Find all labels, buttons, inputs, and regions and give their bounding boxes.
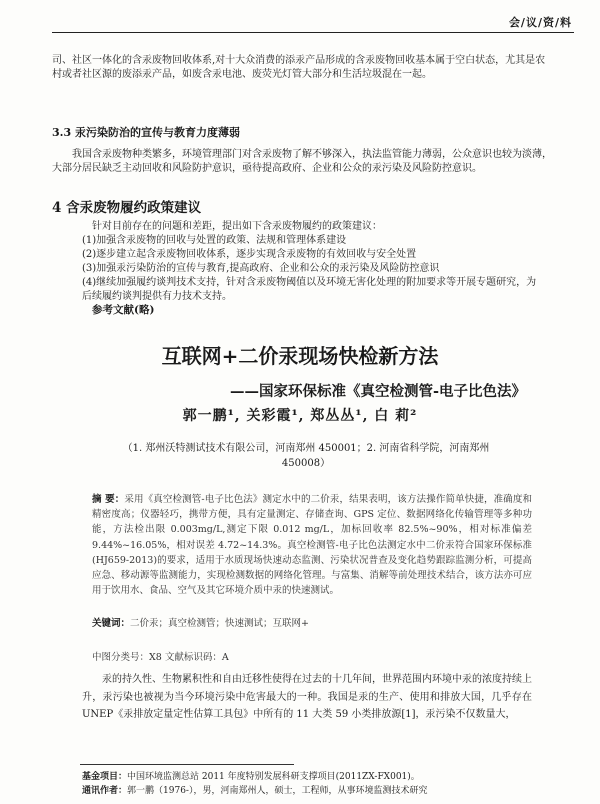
- abstract: [92, 492, 532, 598]
- author-label: 通讯作者：: [82, 786, 128, 796]
- paper-subtitle: ——国家环保标准《真空检测管-电子比色法》: [229, 383, 526, 400]
- policy-item-3: (3)加强汞污染防治的宣传与教育,提高政府、企业和公众的汞污染及风险防控意识: [82, 263, 440, 274]
- paper-affiliation: （1. 郑州沃特测试技术有限公司，河南郑州 450001；2. 河南省科学院，河南郑州 450008）: [122, 443, 490, 469]
- policy-item-1: (1)加强含汞废物的回收与处置的政策、法规和管理体系建设: [82, 235, 347, 246]
- classification-line: 中图分类号：X8 文献标识码：A: [92, 652, 229, 663]
- paper-title: 互联网+二价汞现场快检新方法: [161, 344, 439, 368]
- keywords-label: 关键词：: [92, 618, 131, 629]
- section-4-heading: 4 含汞废物履约政策建议: [52, 200, 202, 216]
- fund-text: 中国环境监测总站 2011 年度特别发展科研支撑项目(2011ZX-FX001)。: [127, 772, 420, 782]
- fund-label: 基金项目：: [82, 772, 128, 782]
- section-4-intro: 针对目前存在的问题和差距，提出如下含汞废物履约的政策建议：: [92, 221, 382, 232]
- section-3-3-paragraph: 我国含汞废物种类繁多，环境管理部门对含汞废物了解不够深入，执法监管能力薄弱，公众意识也较为淡薄，大部分居民缺乏主动回收和风险防护意识，亟待提高政府、企业和公众的汞污染及风险防控意识。: [52, 149, 552, 174]
- policy-item-4: (4)继续加强履约谈判技术支持，针对含汞废物阈值以及环境无害化处理的附加要求等开展专题研究，为后续履约谈判提供有力技术支持。: [82, 277, 537, 302]
- footnote-author: [82, 783, 427, 796]
- abstract-text: 采用《真空检测管-电子比色法》测定水中的二价汞，结果表明，该方法操作简单快捷，准确度和精密度高；仪器轻巧，携带方便，具有定量测定、存储查询、GPS 定位、数据网络化传输管理等多种功能，方法检出限 0.003mg/L,测定下限 0.012 mg/L，加标回收率 82.5%~90%，相对标准偏差 9.44%~16.05%，相对误差 4.72~14.3%。真空检测管-电子比色法测定水中二价汞符合国家环保标准(HJ659-2013)的要求，适用于水质现场快速动态监测、污染状况普查及变化趋势跟踪监测分析，可提高应急、移动源等监测能力，实现检测数据的网络化管理。与富集、消解等前处理技术结合，该方法亦可应用于饮用水、食品、空气及其它环境介质中汞的快速测试。: [92, 494, 532, 597]
- references: 参考文献(略): [92, 304, 155, 316]
- header-tag: 会/议/资/料: [508, 16, 572, 29]
- header-rule: [52, 32, 574, 33]
- section-3-3-heading: 3.3 汞污染防治的宣传与教育力度薄弱: [52, 126, 240, 139]
- footnote-fund: [82, 769, 420, 782]
- body-paragraph: 汞的持久性、生物累积性和自由迁移性使得在过去的十几年间，世界范围内环境中汞的浓度持续上升，汞污染也被视为当今环境污染中危害最大的一种。我国是汞的生产、使用和排放大国，几乎存在 UNEP《汞排放定量定性估算工具包》中所有的 11 大类 59 小类排放源[1]，汞污染不仅数量大，: [82, 674, 532, 720]
- keywords-text: 二价汞；真空检测管；快速测试；互联网+: [130, 618, 309, 629]
- keywords: [92, 615, 309, 629]
- author-text: 郭一鹏（1976-），男，河南郑州人，硕士，工程师，从事环境监测技术研究: [127, 786, 428, 796]
- paper-authors: 郭一鹏¹, 关彩霞¹, 郑丛丛¹, 白 莉²: [182, 408, 418, 424]
- footnote-rule: [80, 764, 294, 765]
- abstract-label: 摘 要：: [92, 494, 125, 505]
- policy-item-2: (2)逐步建立起含汞废物回收体系，逐步实现含汞废物的有效回收与安全处置: [82, 249, 417, 260]
- top-paragraph: 司、社区一体化的含汞废物回收体系,对十大众消费的添汞产品形成的含汞废物回收基本属于空白状态，尤其是农村或者社区源的废添汞产品，如废含汞电池、废荧光灯管大部分和生活垃圾混在一起。: [52, 55, 546, 80]
